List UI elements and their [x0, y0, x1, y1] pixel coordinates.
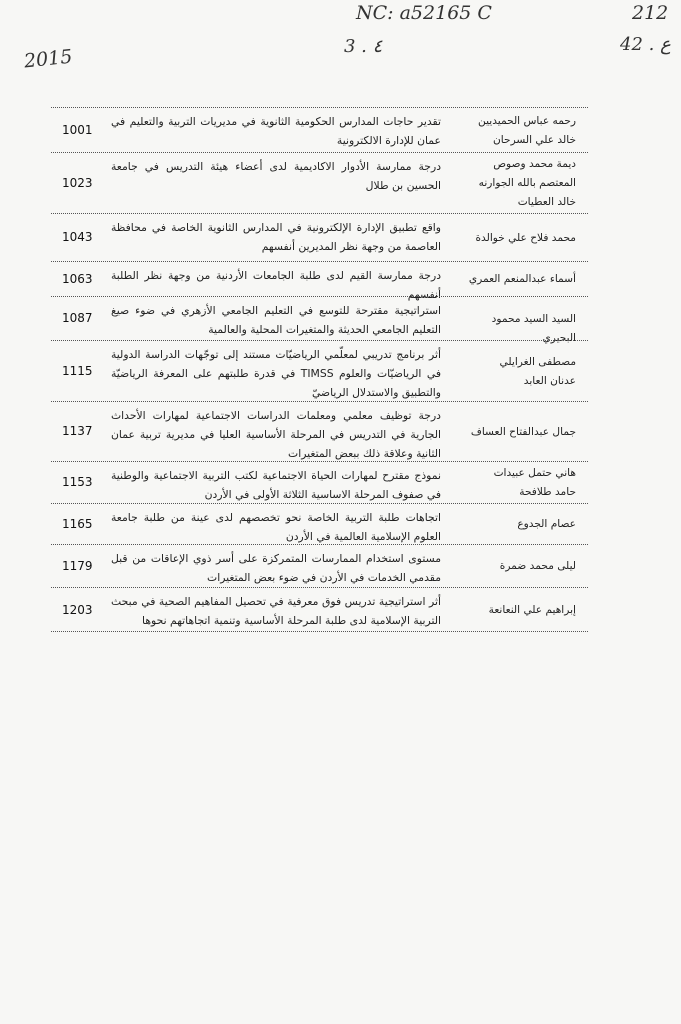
handwritten-volume: 42 . ع — [620, 34, 671, 55]
toc-page-number: 1023 — [62, 175, 93, 190]
toc-authors — [458, 270, 576, 289]
toc-page-number: 1063 — [62, 271, 93, 286]
toc-authors — [458, 557, 576, 576]
toc-article-title: استراتيجية مقترحة للتوسع في التعليم الجامعي الأزهري في ضوء صيغ التعليم الجامعي الحديثة والمتغيرات المحلية والعالمية — [111, 304, 441, 336]
toc-author-name: أسماء عبدالمنعم العمري — [468, 273, 576, 285]
toc-article-title: واقع تطبيق الإدارة الإلكترونية في المدارس الثانوية الخاصة في محافظة العاصمة من وجهة نظر المديرين أنفسهم — [111, 221, 441, 253]
toc-authors — [458, 601, 576, 620]
handwritten-code: NC: a52165 C — [356, 2, 492, 24]
toc-author-name: عصام الجدوع — [517, 518, 576, 530]
toc-author-name: محمد فلاح علي خوالدة — [475, 231, 576, 244]
toc-authors — [458, 229, 576, 248]
toc-page-number: 1087 — [62, 311, 93, 325]
toc-entry — [51, 296, 588, 344]
toc-author-name: رحمه عباس الحميديين — [478, 114, 576, 127]
toc-page-number: 1203 — [62, 602, 93, 617]
toc-page-number: 1153 — [62, 475, 93, 489]
toc-entry — [51, 152, 588, 213]
toc-article-title: أثر برنامج تدريبي لمعلّمي الرياضيّات مستند إلى توجّهات الدراسة الدولية في الرياضيّات والعلوم TIMSS في قدرة طلبتهم على المعرفة الرياضيّة والتطبيق والاستدلال الرياضيّ — [111, 348, 441, 399]
toc-author-name: إبراهيم علي النعانعة — [488, 604, 576, 616]
toc-entry — [51, 261, 588, 301]
toc-author-name: السيد السيد محمود البحيري — [491, 312, 576, 344]
toc-authors — [458, 112, 576, 150]
toc-author-name: المعتصم بالله الجوارنه — [478, 177, 576, 189]
toc-entry — [51, 587, 588, 632]
handwritten-issue: 3 . ٤ — [344, 36, 383, 57]
toc-article-title: أثر استراتيجية تدريس فوق معرفية في تحصيل المفاهيم الصحية في مبحث التربية الإسلامية لدى طلبة المرحلة الأساسية وتنمية اتجاهاتهم نحوها — [111, 595, 441, 627]
toc-author-name: خالد علي السرحان — [493, 133, 576, 146]
toc-article-title: درجة ممارسة الأدوار الاكاديمية لدى أعضاء هيئة التدريس في جامعة الحسين بن طلال — [111, 160, 441, 192]
toc-authors — [458, 155, 576, 212]
toc-author-name: عدنان العابد — [523, 374, 576, 387]
toc-author-name: هاني حتمل عبيدات — [493, 467, 576, 479]
toc-article-title: تقدير حاجات المدارس الحكومية الثانوية في مديريات التربية والتعليم في عمان للإدارة الالكترونية — [111, 115, 441, 147]
toc-author-name: ليلى محمد ضمرة — [499, 560, 576, 572]
table-of-contents — [51, 107, 588, 632]
toc-authors — [458, 353, 576, 391]
toc-page-number: 1043 — [62, 230, 93, 244]
toc-entry — [51, 503, 588, 544]
toc-entry — [51, 107, 588, 152]
toc-page-number: 1165 — [62, 516, 93, 531]
toc-entry — [51, 544, 588, 587]
handwritten-number: 212 — [632, 2, 669, 24]
toc-article-title: مستوى استخدام الممارسات المتمركزة على أسر ذوي الإعاقات من قبل مقدمي الخدمات في الأردن في ضوء بعض المتغيرات — [111, 552, 441, 584]
handwritten-year: 2015 — [22, 45, 74, 73]
toc-entry — [51, 461, 588, 503]
toc-author-name: جمال عبدالفتاح العساف — [470, 425, 576, 438]
toc-author-name: خالد العطيات — [517, 196, 576, 208]
toc-page-number: 1137 — [62, 424, 93, 438]
toc-author-name: ديمة محمد وصوص — [493, 158, 576, 170]
toc-entry — [51, 213, 588, 261]
toc-author-name: حامد طلافحة — [519, 486, 576, 498]
toc-article-title: درجة توظيف معلمي ومعلمات الدراسات الاجتماعية لمهارات الأحداث الجارية في التدريس في المرحلة الأساسية العليا في مديرية تربية عمان الثانية وعلاقة ذلك ببعض المتغيرات — [111, 409, 441, 460]
toc-article-title: اتجاهات طلبة التربية الخاصة نحو تخصصهم لدى عينة من طلبة جامعة العلوم الإسلامية العالمية في الأردن — [111, 511, 441, 543]
toc-page-number: 1179 — [62, 558, 93, 573]
toc-entry — [51, 340, 588, 401]
toc-authors — [458, 464, 576, 502]
toc-article-title: درجة ممارسة القيم لدى طلبة الجامعات الأردنية من وجهة نظر الطلبة أنفسهم — [111, 269, 441, 301]
toc-authors — [458, 423, 576, 442]
toc-article-title: نموذج مقترح لمهارات الحياة الاجتماعية لكتب التربية الاجتماعية والوطنية في صفوف المرحلة الاساسية الثلاثة الأولى في الأردن — [111, 469, 441, 501]
toc-entry — [51, 401, 588, 461]
toc-authors — [458, 515, 576, 534]
toc-author-name: مصطفى الغرايلي — [499, 355, 576, 368]
toc-page-number: 1001 — [62, 122, 93, 137]
toc-page-number: 1115 — [62, 363, 93, 378]
